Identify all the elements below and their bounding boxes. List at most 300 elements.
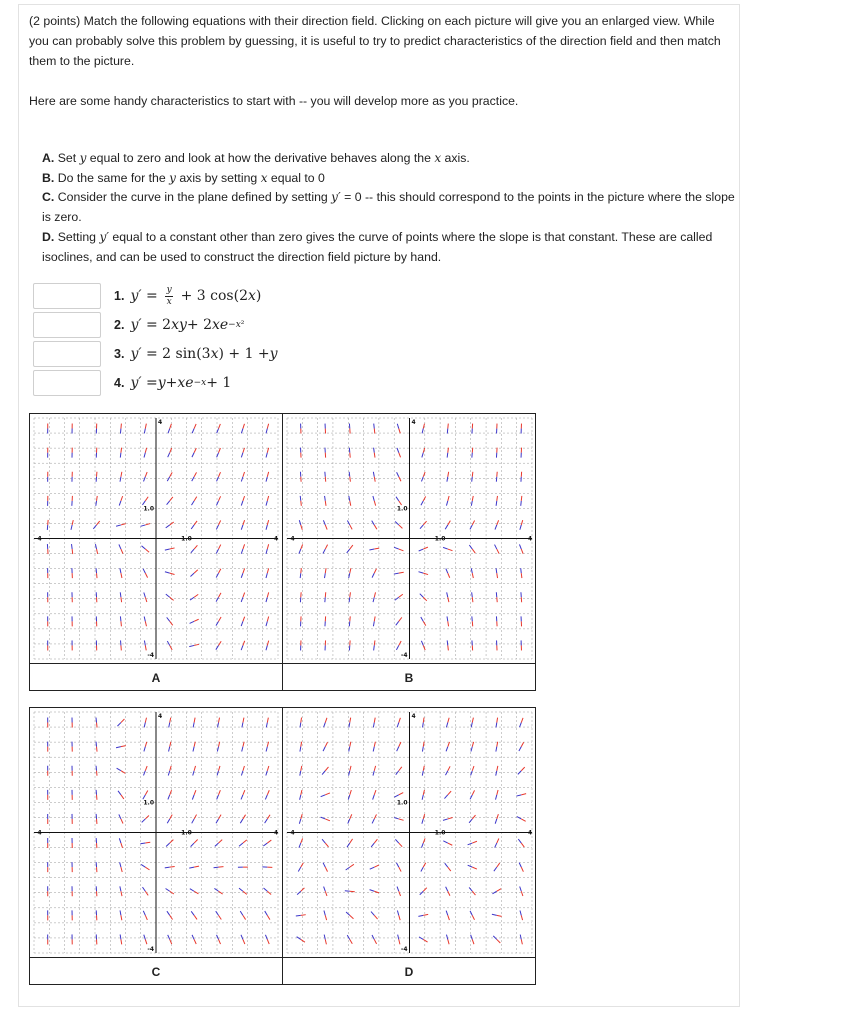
slope-segment-head xyxy=(243,718,244,723)
slope-segment-tail xyxy=(520,723,522,728)
slope-segment-tail xyxy=(397,747,399,752)
slope-segment-head xyxy=(448,817,453,818)
slope-segment-tail xyxy=(471,747,472,752)
slope-segment-head xyxy=(448,472,449,477)
slope-segment-head xyxy=(301,525,302,530)
slope-segment-tail xyxy=(216,549,218,553)
slope-segment-head xyxy=(243,840,247,843)
slope-segment-head xyxy=(145,549,149,552)
slope-segment-head xyxy=(243,424,245,429)
direction-field-d[interactable] xyxy=(283,708,535,958)
slope-segment-head xyxy=(497,863,500,867)
slope-segment-head xyxy=(267,742,268,747)
direction-field-b[interactable] xyxy=(283,414,535,664)
slope-segment-tail xyxy=(119,814,121,819)
slope-segment-tail xyxy=(189,867,194,868)
slope-segment-head xyxy=(194,570,198,573)
figure-label-a: A xyxy=(151,671,161,685)
slope-segment-tail xyxy=(446,911,448,916)
slope-segment-tail xyxy=(349,723,350,728)
slope-segment-head xyxy=(448,742,450,747)
slope-segment-tail xyxy=(421,501,423,505)
slope-segment-head xyxy=(145,842,150,843)
slope-segment-head xyxy=(145,891,148,895)
axis-tick-label: -4 xyxy=(35,535,42,543)
slope-segment-tail xyxy=(446,935,447,940)
hint-d: D. Setting y′ equal to a constant other than zero gives the curve of points where the slope is that constant. These are called isoclines, and can be used to construct the direction field picture by hand. xyxy=(42,229,713,264)
slope-segment-head xyxy=(170,840,174,843)
slope-segment-tail xyxy=(443,547,448,549)
slope-segment-tail xyxy=(468,865,473,867)
slope-segment-head xyxy=(399,742,401,747)
equation-row-2 xyxy=(33,312,244,338)
slope-segment-head xyxy=(448,645,449,650)
slope-segment-tail xyxy=(520,525,521,530)
slope-segment-head xyxy=(170,548,175,549)
slope-segment-tail xyxy=(420,525,423,529)
slope-segment-tail xyxy=(397,424,399,429)
slope-segment-head xyxy=(472,496,473,501)
slope-segment-tail xyxy=(144,771,146,776)
slope-segment-tail xyxy=(472,592,473,597)
slope-segment-tail xyxy=(299,520,300,525)
slope-segment-tail xyxy=(165,572,170,573)
slope-segment-head xyxy=(374,592,375,597)
slope-segment-tail xyxy=(266,597,267,602)
slope-segment-head xyxy=(399,617,402,621)
slope-segment-tail xyxy=(325,573,326,578)
slope-segment-tail xyxy=(495,525,497,530)
slope-segment-tail xyxy=(397,723,399,728)
slope-segment-tail xyxy=(369,549,374,550)
slope-segment-tail xyxy=(118,791,121,795)
slope-segment-tail xyxy=(471,723,472,728)
slope-segment-head xyxy=(194,644,199,645)
slope-segment-head xyxy=(194,766,195,771)
slope-segment-tail xyxy=(349,597,350,602)
slope-segment-head xyxy=(121,621,122,626)
slope-segment-head xyxy=(325,718,327,723)
slope-segment-head xyxy=(194,939,196,944)
slope-segment-tail xyxy=(300,771,301,776)
slope-segment-head xyxy=(423,448,424,453)
direction-field-c[interactable] xyxy=(30,708,282,958)
slope-segment-tail xyxy=(495,819,497,824)
slope-segment-head xyxy=(472,815,475,819)
slope-segment-head xyxy=(448,448,449,453)
slope-segment-head xyxy=(399,718,401,723)
slope-segment-head xyxy=(399,915,400,920)
slope-segment-head xyxy=(521,573,522,578)
slope-segment-tail xyxy=(325,496,326,501)
hint-b: B. Do the same for the y axis by setting x equal to 0 xyxy=(42,170,325,185)
slope-segment-head xyxy=(325,793,330,795)
slope-segment-tail xyxy=(323,747,325,751)
slope-segment-head xyxy=(423,914,428,915)
slope-segment-head xyxy=(374,839,377,843)
slope-segment-tail xyxy=(217,771,218,776)
slope-segment-head xyxy=(423,424,424,429)
slope-segment-tail xyxy=(216,525,218,530)
slope-segment-head xyxy=(121,472,122,477)
slope-segment-tail xyxy=(166,594,170,597)
slope-segment-tail xyxy=(398,935,399,940)
slope-segment-tail xyxy=(446,723,447,728)
slope-segment-head xyxy=(399,819,404,820)
slope-segment-head xyxy=(374,548,379,549)
hint-a: A. Set y equal to zero and look at how the derivative behaves along the x axis. xyxy=(42,151,470,165)
slope-segment-tail xyxy=(494,867,497,871)
slope-segment-head xyxy=(374,640,375,645)
slope-segment-head xyxy=(170,621,173,625)
slope-segment-tail xyxy=(166,525,170,528)
slope-segment-head xyxy=(399,572,404,573)
slope-segment-head xyxy=(243,496,245,501)
slope-segment-head xyxy=(121,573,122,578)
slope-segment-tail xyxy=(370,867,375,869)
axis-tick-label: 4 xyxy=(411,713,416,720)
slope-segment-head xyxy=(399,767,402,771)
slope-segment-head xyxy=(145,915,147,920)
slope-segment-head xyxy=(399,477,401,481)
slope-segment-head xyxy=(301,742,302,747)
slope-segment-tail xyxy=(298,867,301,871)
slope-segment-head xyxy=(301,790,302,795)
slope-segment-head xyxy=(97,521,100,525)
slope-segment-tail xyxy=(349,771,350,776)
slope-segment-head xyxy=(521,819,525,821)
slope-segment-head xyxy=(194,545,197,549)
axis-tick-label: -4 xyxy=(147,652,154,659)
slope-segment-tail xyxy=(192,477,194,481)
slope-segment-head xyxy=(521,718,523,723)
slope-segment-tail xyxy=(396,645,398,649)
slope-segment-head xyxy=(194,424,196,429)
slope-segment-head xyxy=(350,891,355,892)
slope-segment-tail xyxy=(266,573,267,578)
slope-segment-tail xyxy=(520,887,522,892)
slope-segment-tail xyxy=(394,573,399,574)
slope-segment-head xyxy=(219,766,220,771)
slope-segment-head xyxy=(448,496,449,501)
slope-segment-tail xyxy=(120,453,121,458)
slope-segment-head xyxy=(497,766,498,771)
slope-segment-tail xyxy=(216,911,219,915)
slope-segment-head xyxy=(267,520,268,525)
slope-segment-tail xyxy=(346,912,350,915)
slope-segment-head xyxy=(219,424,221,429)
slope-segment-head xyxy=(121,719,125,723)
axis-tick-label: -4 xyxy=(400,652,408,659)
slope-segment-head xyxy=(219,569,221,573)
answer-input-3[interactable] xyxy=(33,341,101,367)
slope-segment-tail xyxy=(420,891,424,895)
slope-segment-tail xyxy=(521,501,522,506)
slope-segment-head xyxy=(472,939,474,944)
slope-segment-tail xyxy=(495,843,497,848)
slope-segment-head xyxy=(243,617,245,622)
slope-segment-tail xyxy=(120,886,121,891)
slope-segment-tail xyxy=(299,819,300,824)
slope-segment-head xyxy=(97,723,98,728)
slope-segment-head xyxy=(448,766,450,770)
slope-segment-tail xyxy=(518,839,521,843)
slope-segment-head xyxy=(325,742,327,746)
figure-label-d: D xyxy=(404,965,414,979)
slope-segment-head xyxy=(448,843,452,845)
slope-segment-head xyxy=(243,472,245,477)
slope-segment-head xyxy=(267,568,268,573)
slope-segment-tail xyxy=(166,888,170,891)
slope-segment-tail xyxy=(373,747,374,752)
slope-segment-head xyxy=(219,641,222,645)
slope-segment-head xyxy=(472,573,473,578)
slope-segment-tail xyxy=(241,795,243,800)
slope-segment-head xyxy=(325,568,326,573)
equation-row-4 xyxy=(33,370,231,396)
slope-segment-head xyxy=(423,547,428,549)
slope-segment-head xyxy=(243,568,245,573)
slope-segment-head xyxy=(374,525,377,529)
slope-segment-tail xyxy=(165,867,170,868)
slope-segment-head xyxy=(521,520,522,525)
slope-segment-head xyxy=(350,839,353,843)
slope-segment-tail xyxy=(265,935,267,940)
slope-segment-tail xyxy=(447,453,448,458)
figure-label-b: B xyxy=(404,671,414,685)
slope-segment-head xyxy=(472,472,473,477)
slope-segment-head xyxy=(472,790,474,794)
slope-segment-tail xyxy=(168,453,170,458)
slope-segment-head xyxy=(497,838,499,843)
direction-field-a[interactable] xyxy=(30,414,282,664)
axis-tick-label: -4 xyxy=(288,535,295,543)
slope-segment-head xyxy=(423,496,425,500)
slope-segment-head xyxy=(521,794,526,795)
slope-segment-tail xyxy=(469,545,472,549)
slope-segment-tail xyxy=(263,843,267,846)
slope-segment-tail xyxy=(167,911,170,915)
axis-tick-label: 1.0 xyxy=(396,799,408,807)
axis-tick-label: 1.0 xyxy=(181,535,192,543)
slope-segment-tail xyxy=(192,429,194,434)
slope-segment-head xyxy=(423,939,427,942)
slope-segment-tail xyxy=(265,911,268,915)
slope-segment-head xyxy=(243,520,245,525)
slope-segment-tail xyxy=(372,819,374,823)
axis-tick-label: 1.0 xyxy=(396,505,408,513)
slope-segment-tail xyxy=(140,843,145,844)
answer-input-2[interactable] xyxy=(33,312,101,338)
slope-segment-head xyxy=(145,742,146,747)
slope-segment-head xyxy=(423,814,424,819)
slope-segment-head xyxy=(121,843,123,848)
slope-segment-tail xyxy=(215,843,219,846)
slope-segment-head xyxy=(121,915,122,920)
slope-segment-tail xyxy=(397,911,398,916)
slope-segment-tail xyxy=(372,521,375,525)
slope-segment-tail xyxy=(96,718,97,723)
axis-tick-label: 1.0 xyxy=(434,829,446,837)
slope-segment-head xyxy=(170,573,175,574)
slope-segment-head xyxy=(423,597,427,601)
slope-segment-head xyxy=(194,594,198,597)
slope-segment-tail xyxy=(324,935,325,940)
slope-segment-head xyxy=(521,742,523,746)
slope-segment-tail xyxy=(119,501,121,506)
slope-segment-head xyxy=(399,641,401,645)
slope-segment-head xyxy=(448,424,449,429)
slope-segment-head xyxy=(145,597,147,602)
slope-segment-head xyxy=(399,843,402,847)
answer-input-4[interactable] xyxy=(33,370,101,396)
slope-segment-tail xyxy=(166,843,170,846)
slope-segment-tail xyxy=(493,936,497,940)
slope-segment-head xyxy=(194,839,198,843)
slope-segment-head xyxy=(243,915,246,919)
slope-segment-tail xyxy=(241,573,243,578)
slope-segment-head xyxy=(350,545,353,549)
figure-cell-c xyxy=(30,708,283,984)
slope-segment-head xyxy=(243,815,246,819)
slope-segment-tail xyxy=(394,795,398,797)
slope-segment-head xyxy=(121,746,126,747)
slope-segment-head xyxy=(448,549,453,551)
slope-segment-head xyxy=(374,766,375,771)
slope-segment-tail xyxy=(266,645,267,650)
slope-segment-head xyxy=(219,915,222,919)
slope-segment-head xyxy=(374,501,375,506)
slope-segment-tail xyxy=(445,863,448,867)
slope-segment-tail xyxy=(216,597,218,601)
slope-segment-head xyxy=(97,747,98,752)
slope-segment-head xyxy=(497,718,498,723)
slope-segment-tail xyxy=(93,525,96,529)
slope-segment-head xyxy=(121,448,122,453)
slope-segment-tail xyxy=(193,723,194,728)
slope-segment-tail xyxy=(447,429,448,434)
axis-tick-label: -4 xyxy=(288,829,295,837)
slope-segment-head xyxy=(170,866,175,867)
slope-segment-head xyxy=(350,718,351,723)
slope-segment-tail xyxy=(192,935,194,940)
slope-segment-head xyxy=(497,742,498,747)
slope-segment-tail xyxy=(120,616,121,621)
slope-segment-tail xyxy=(517,817,521,819)
slope-segment-head xyxy=(219,815,222,819)
slope-segment-tail xyxy=(445,525,448,529)
slope-segment-tail xyxy=(374,448,375,453)
slope-segment-tail xyxy=(519,863,521,868)
slope-segment-head xyxy=(374,429,375,434)
slope-segment-tail xyxy=(447,592,448,597)
slope-segment-head xyxy=(350,501,351,506)
slope-segment-tail xyxy=(349,472,350,477)
slope-segment-head xyxy=(170,497,173,501)
slope-segment-head xyxy=(448,915,450,920)
equation-row-1 xyxy=(33,283,261,309)
slope-segment-tail xyxy=(422,453,423,458)
axis-tick-label: 4 xyxy=(158,419,163,426)
slope-segment-head xyxy=(243,544,245,549)
slope-segment-head xyxy=(521,496,522,501)
slope-segment-head xyxy=(350,790,352,795)
slope-segment-head xyxy=(325,525,327,530)
slope-segment-head xyxy=(145,621,146,626)
slope-segment-tail xyxy=(266,747,267,752)
slope-segment-head xyxy=(448,939,449,944)
slope-segment-tail xyxy=(444,795,447,799)
slope-segment-head xyxy=(267,472,268,477)
slope-segment-tail xyxy=(241,477,243,482)
slope-segment-tail xyxy=(216,621,219,625)
slope-segment-tail xyxy=(446,747,448,752)
slope-segment-head xyxy=(325,939,326,944)
slope-segment-tail xyxy=(142,819,146,822)
axis-tick-label: -4 xyxy=(147,946,154,953)
slope-segment-head xyxy=(301,501,302,506)
equation-3: 3. y′ = 2 sin(3 x ) + 1 + y xyxy=(114,346,278,362)
slope-segment-tail xyxy=(144,935,146,940)
slope-segment-tail xyxy=(241,549,243,554)
slope-segment-tail xyxy=(72,544,73,549)
slope-segment-tail xyxy=(167,617,170,621)
slope-segment-tail xyxy=(322,771,325,775)
answer-input-1[interactable] xyxy=(33,283,101,309)
slope-segment-tail xyxy=(240,911,243,915)
slope-segment-tail xyxy=(373,771,374,776)
slope-segment-tail xyxy=(496,568,497,573)
slope-segment-tail xyxy=(418,572,423,573)
slope-segment-head xyxy=(170,645,172,649)
slope-segment-tail xyxy=(193,747,194,752)
slope-segment-head xyxy=(325,891,327,896)
slope-segment-head xyxy=(399,525,403,528)
slope-segment-head xyxy=(301,814,302,819)
slope-segment-head xyxy=(145,573,147,577)
slope-segment-head xyxy=(350,915,354,918)
slope-segment-head xyxy=(497,915,502,916)
slope-segment-tail xyxy=(117,768,121,771)
slope-segment-head xyxy=(472,597,473,602)
slope-segment-head xyxy=(194,742,195,747)
slope-segment-tail xyxy=(516,795,521,796)
slope-segment-head xyxy=(350,477,351,482)
slope-segment-tail xyxy=(190,889,194,892)
slope-segment-tail xyxy=(396,621,399,625)
slope-segment-head xyxy=(121,597,122,602)
slope-segment-tail xyxy=(496,795,497,800)
slope-segment-tail xyxy=(190,621,195,623)
slope-segment-head xyxy=(423,521,426,525)
slope-segment-head xyxy=(423,742,424,747)
slope-segment-head xyxy=(219,790,221,795)
slope-segment-head xyxy=(497,889,501,892)
slope-segment-head xyxy=(194,472,196,476)
slope-segment-tail xyxy=(144,641,145,646)
slope-segment-tail xyxy=(144,747,145,752)
slope-segment-head xyxy=(301,915,306,916)
slope-segment-head xyxy=(448,621,449,626)
slope-segment-tail xyxy=(349,496,350,501)
slope-segment-head xyxy=(374,569,376,573)
slope-segment-tail xyxy=(165,549,170,550)
slope-segment-tail xyxy=(472,477,473,482)
slope-segment-head xyxy=(267,641,268,646)
slope-segment-tail xyxy=(168,771,169,776)
slope-segment-head xyxy=(145,448,146,453)
hint-list xyxy=(42,149,737,267)
